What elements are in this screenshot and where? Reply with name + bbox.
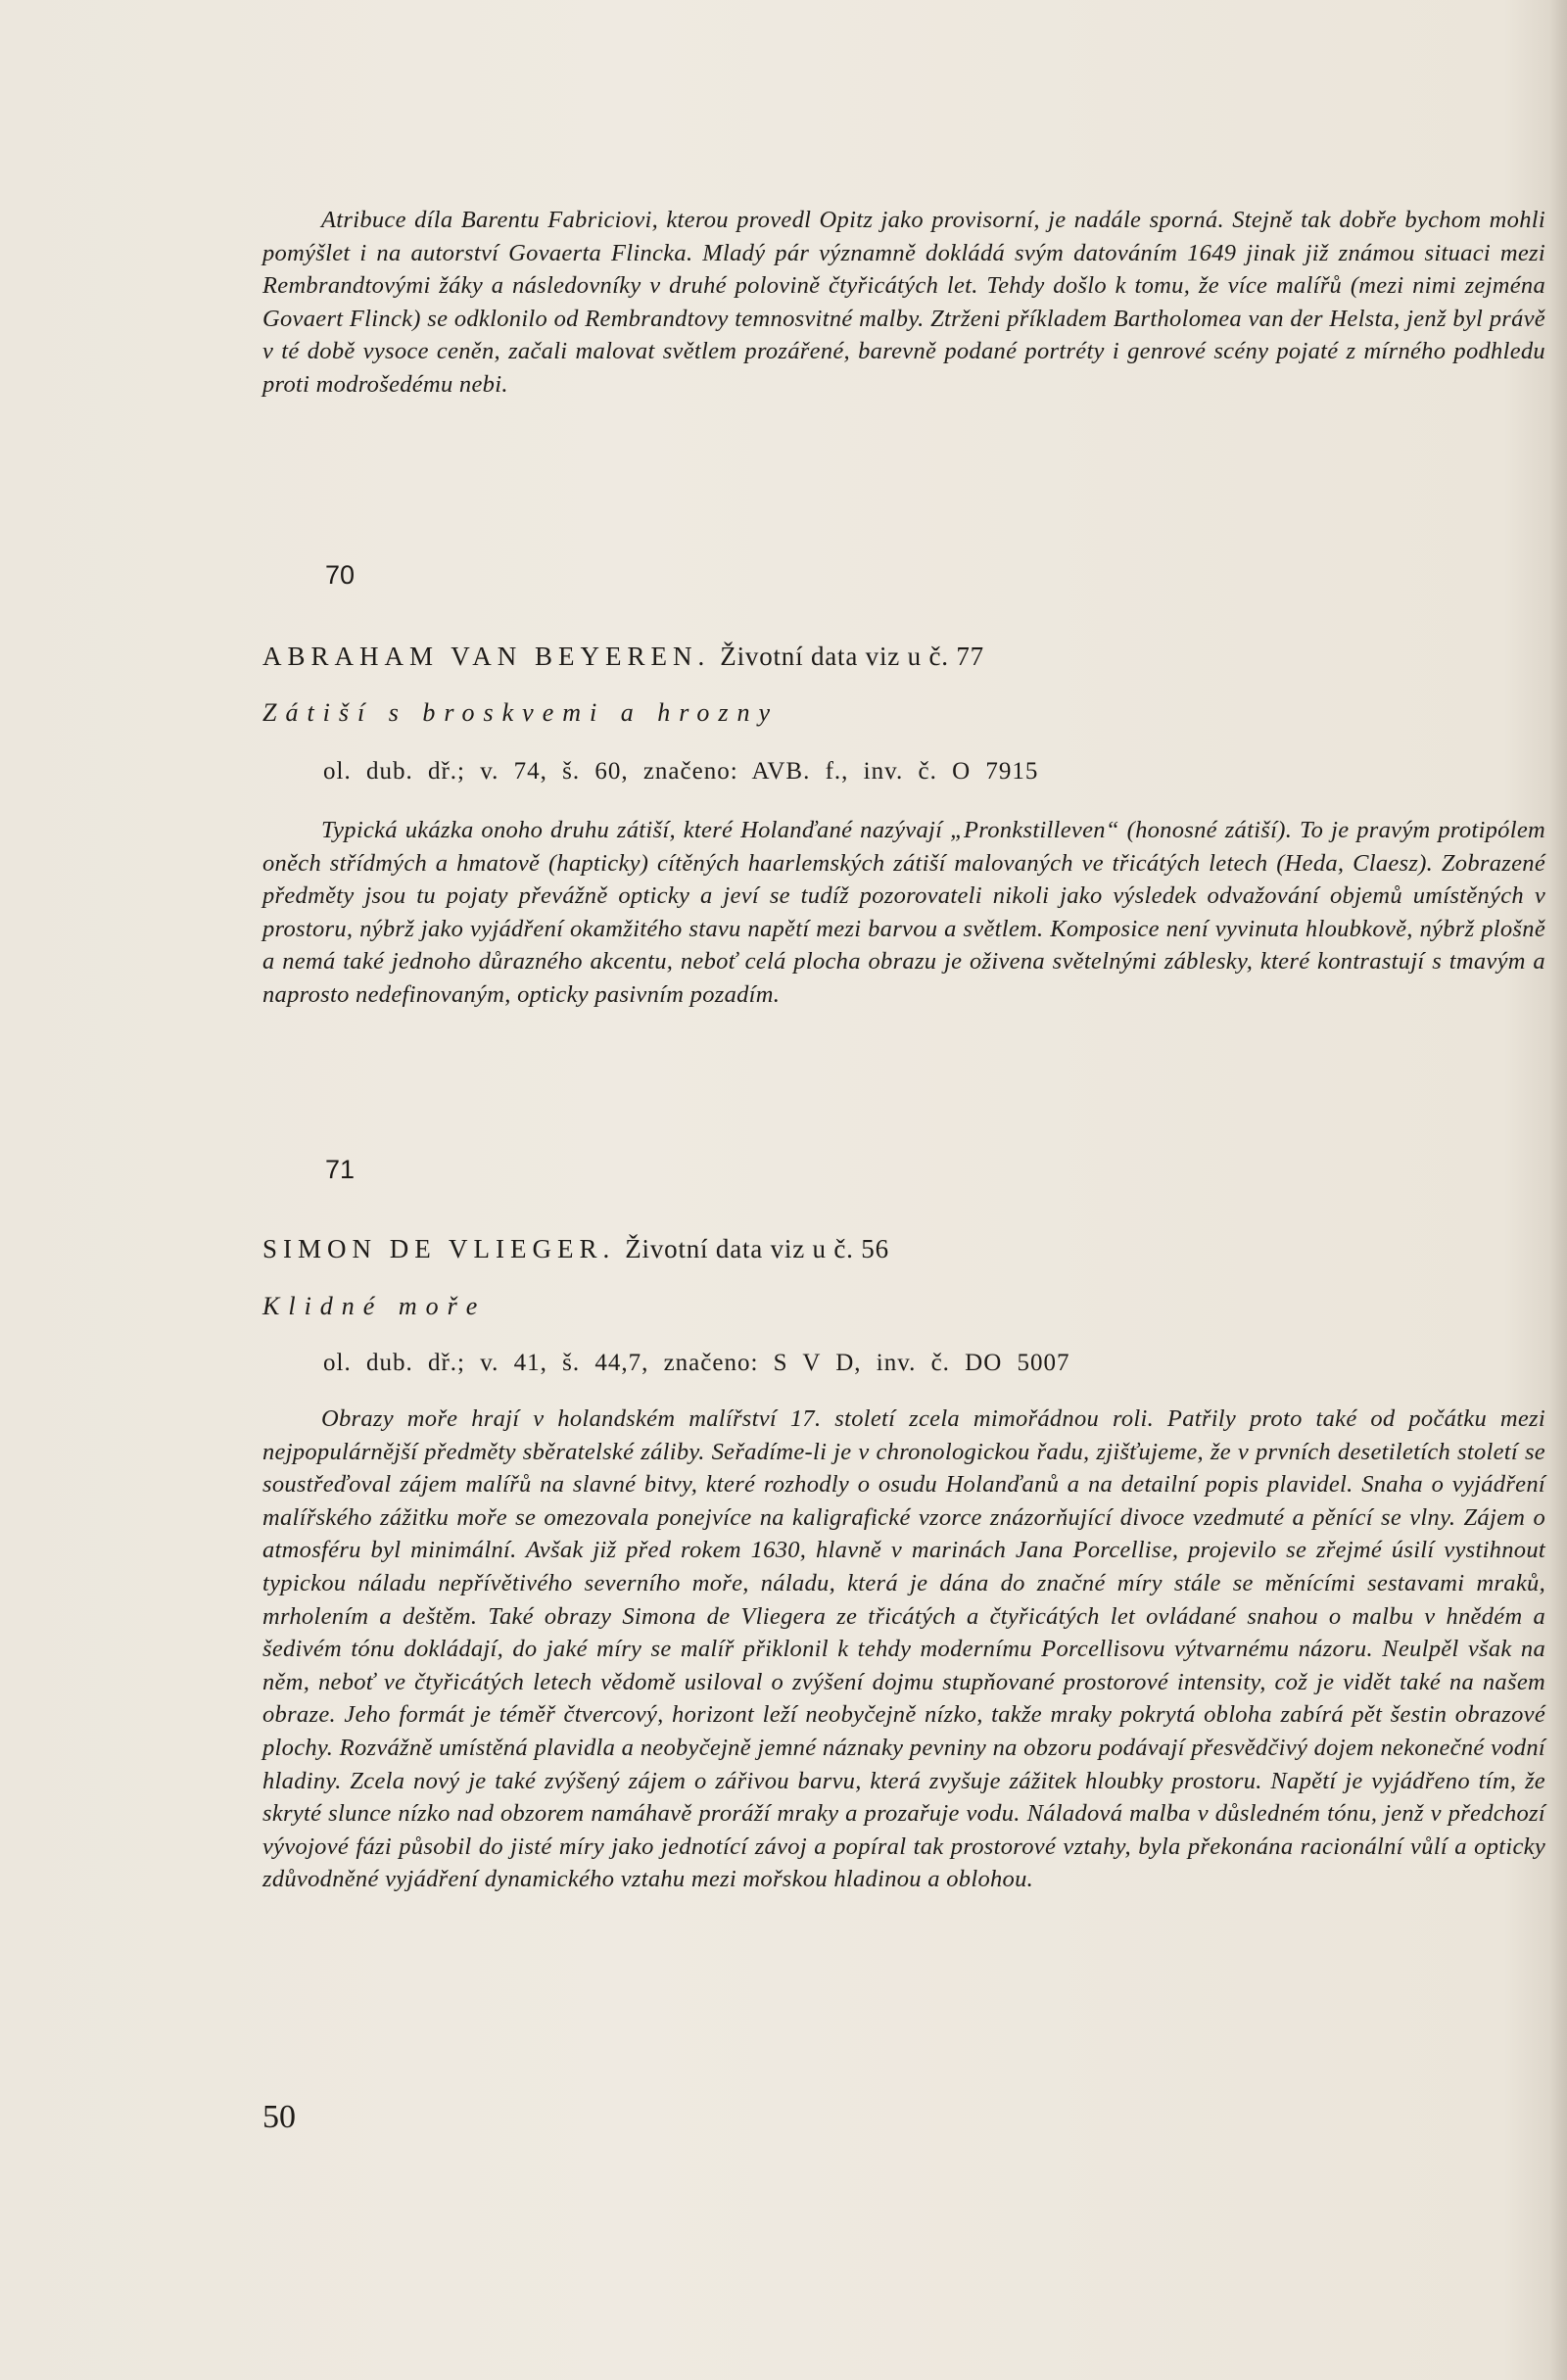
artwork-title-71: Klidné moře [262, 1292, 487, 1320]
artwork-meta-70: ol. dub. dř.; v. 74, š. 60, značeno: AVB. f., inv. č. O 7915 [323, 758, 1039, 785]
life-data-reference: Životní data viz u č. 77 [720, 642, 984, 671]
artist-name: SIMON DE VLIEGER. [262, 1234, 616, 1263]
page-edge-shadow [1549, 0, 1567, 2380]
artwork-meta-71: ol. dub. dř.; v. 41, š. 44,7, značeno: S V D, inv. č. DO 5007 [323, 1350, 1070, 1376]
intro-paragraph: Atribuce díla Barentu Fabriciovi, kterou provedl Opitz jako provisorní, je nadále sporná. Stejně tak dobře bychom mohli pomýšlet i na autorství Govaerta Flincka. Mladý pár významně dokládá svým datováním 1649 jinak již známou situaci mezi Rembrandtovými žáky a následovníky v druhé polovině čtyřicátých let. Tehdy došlo k tomu, že více malířů (mezi nimi zejména Govaert Flinck) se odklonilo od Rembrandtovy temnosvitné malby. Ztrženi příkladem Bartholomea van der Helsta, jenž byl právě v té době vysoce ceněn, začali malovat světlem prozářené, barevně podané portréty i genrové scény pojaté z mírného podhledu proti modrošedému nebi. [262, 207, 1545, 398]
catalog-number-70: 70 [325, 560, 356, 590]
artwork-title-70: Zátiší s broskvemi a hrozny [262, 698, 780, 727]
artist-heading-70 [262, 642, 984, 672]
artwork-description-71: Obrazy moře hrají v holandském malířství 17. století zcela mimořádnou roli. Patřily proto také od počátku mezi nejpopulárnější předměty sběratelské záliby. Seřadíme-li je v chronologickou řadu, zjišťujeme, že v prvních desetiletích století se soustřeďoval zájem malířů na slavné bitvy, které rozhodly o osudu Holanďanů a na detailní popis plavidel. Snaha o vyjádření malířského zážitku moře se omezovala ponejvíce na kaligrafické vzorce znázorňující divoce vzedmuté a pěnící se vlny. Zájem o atmosféru byl minimální. Avšak již před rokem 1630, hlavně v marinách Jana Porcellise, projevilo se zřejmé úsilí vystihnout typickou náladu nepřívětivého severního moře, náladu, která je dána do značné míry stále se měnícími sestavami mraků, mrholením a deštěm. Také obrazy Simona de Vliegera ze třicátých a čtyřicátých let ovládané snahou o malbu v hnědém a šedivém tónu dokládají, do jaké míry se malíř přiklonil k tehdy modernímu Porcellisovu výtvarnému názoru. Neulpěl však na něm, neboť ve čtyřicátých letech vědomě usiloval o zvýšení dojmu stupňované prostorové intensity, což je vidět také na našem obraze. Jeho formát je téměř čtvercový, horizont leží neobyčejně nízko, takže mraky pokrytá obloha zabírá pět šestin obrazové plochy. Rozvážně umístěná plavidla a neobyčejně jemné náznaky pevniny na obzoru podávají přesvědčivý dojem nekonečné vodní hladiny. Zcela nový je také zvýšený zájem o zářivou barvu, která zvyšuje zážitek hloubky prostoru. Napětí je vyjádřeno tím, že skryté slunce nízko nad obzorem namáhavě proráží mraky a prozařuje vodu. Náladová malba v důsledném tónu, jenž v předchozí vývojové fázi působil do jisté míry jako jednotící závoj a popíral tak prostorové vztahy, byla překonána racionální vůlí a opticky zdůvodněné vyjádření dynamického vztahu mezi mořskou hladinou a oblohou. [262, 1405, 1545, 1893]
page-number: 50 [262, 2099, 296, 2135]
life-data-reference: Životní data viz u č. 56 [625, 1234, 889, 1263]
artwork-description-70: Typická ukázka onoho druhu zátiší, které Holanďané nazývají „Pronkstilleven“ (honosné zátiší). To je pravým protipólem oněch střídmých a hmatově (hapticky) cítěných haarlemských zátiší malovaných ve třicátých letech (Heda, Claesz). Zobrazené předměty jsou tu pojaty převážně opticky a jeví se tudíž pozorovateli nikoli jako výsledek odvažování objemů umístěných v prostoru, nýbrž jako vyjádření okamžitého stavu napětí mezi barvou a světlem. Komposice není vyvinuta hloubkově, nýbrž plošně a nemá také jednoho důrazného akcentu, neboť celá plocha obrazu je oživena světelnými záblesky, které kontrastují s tmavým a naprosto nedefinovaným, opticky pasivním pozadím. [262, 817, 1545, 1008]
artist-heading-71 [262, 1234, 889, 1264]
catalog-number-71: 71 [325, 1155, 356, 1184]
artist-name: ABRAHAM VAN BEYEREN. [262, 642, 711, 671]
